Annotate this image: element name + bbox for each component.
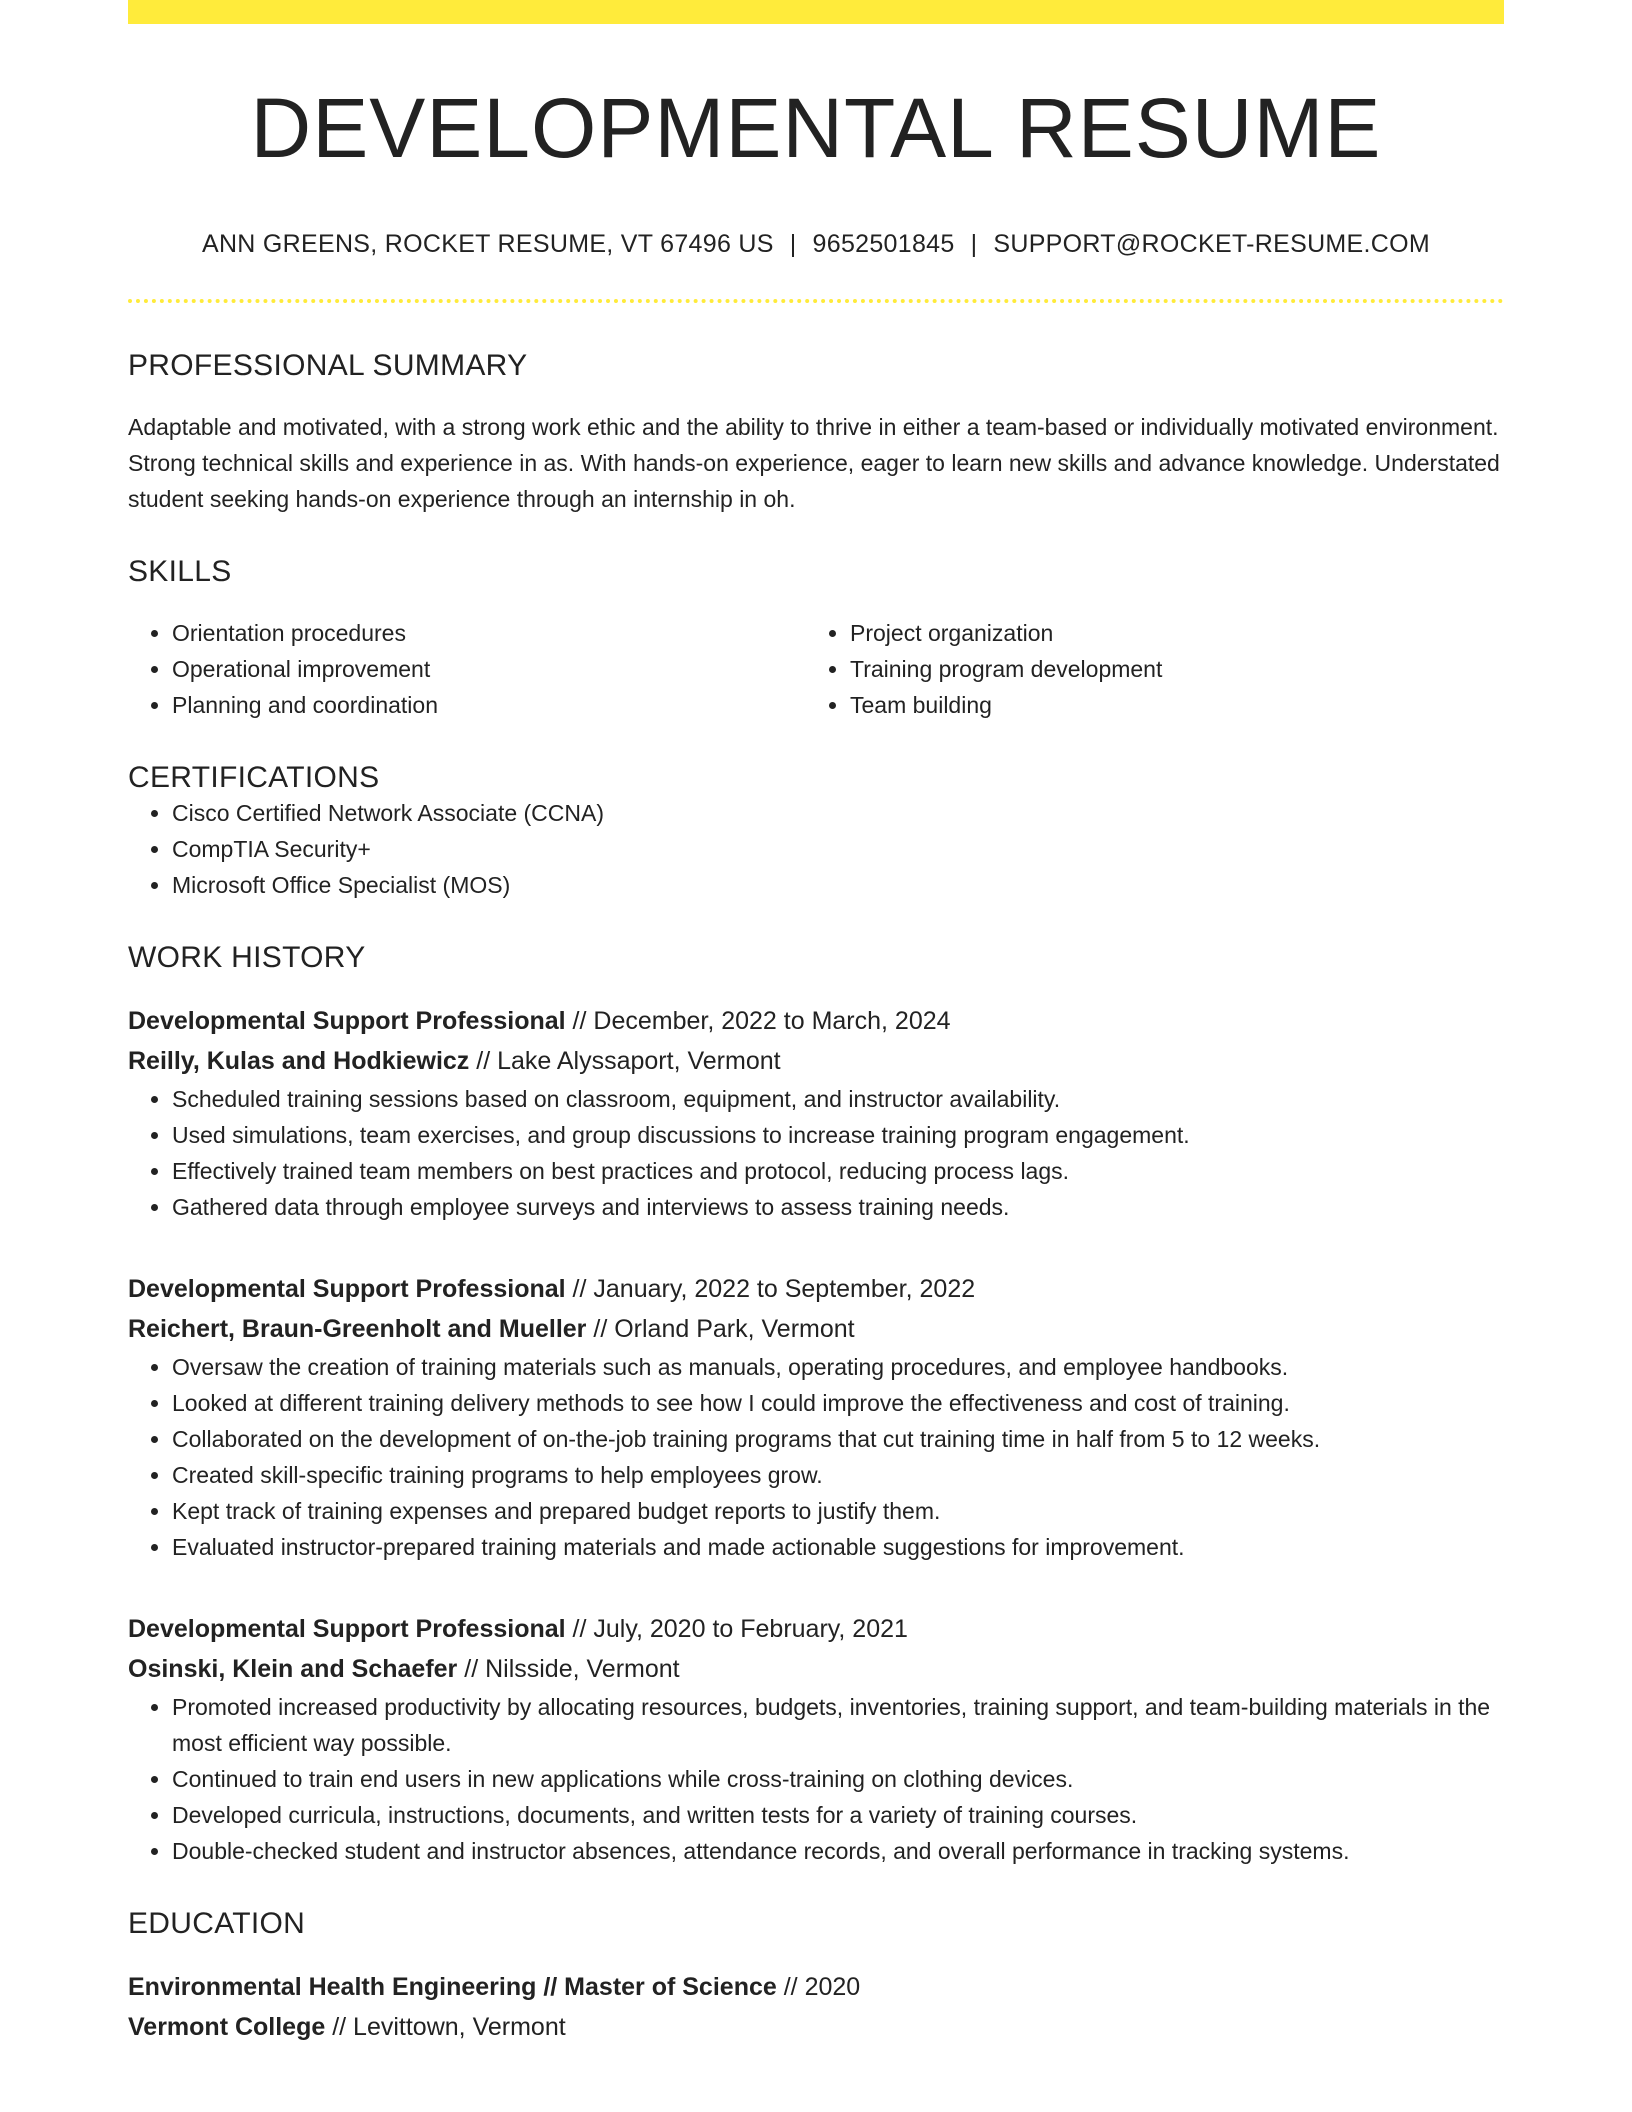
job-title: Developmental Support Professional: [128, 1007, 566, 1036]
certifications-heading: CERTIFICATIONS: [128, 761, 380, 795]
job-bullets: [128, 1081, 1504, 1225]
skill-item: • Team building: [850, 687, 1484, 723]
skills-list-right: [806, 615, 1484, 723]
job-title: Developmental Support Professional: [128, 1275, 566, 1304]
contact-address: ANN GREENS, ROCKET RESUME, VT 67496 US: [201, 230, 774, 259]
skills-column-right: [806, 615, 1484, 723]
skill-item: • Operational improvement: [172, 651, 806, 687]
job-bullet: • Collaborated on the development of on-the-job training programs that cut training time in half from 5 to 12 weeks.: [172, 1421, 1504, 1457]
job-title-line: [128, 1609, 1504, 1649]
job-bullet: • Kept track of training expenses and prepared budget reports to justify them.: [172, 1493, 1504, 1529]
job-dates: // December, 2022 to March, 2024: [572, 1007, 951, 1036]
job-entry: [128, 1269, 1504, 1565]
accent-top-bar: [128, 0, 1504, 24]
education-location: // Levittown, Vermont: [332, 2013, 566, 2042]
contact-email: SUPPORT@ROCKET-RESUME.COM: [993, 230, 1431, 259]
job-dates: // January, 2022 to September, 2022: [572, 1275, 976, 1304]
education-heading: EDUCATION: [128, 1907, 306, 1941]
job-bullet: • Continued to train end users in new applications while cross-training on clothing devices.: [172, 1761, 1504, 1797]
job-title-line: [128, 1001, 1504, 1041]
job-location: // Lake Alyssaport, Vermont: [476, 1047, 781, 1076]
job-bullet: • Oversaw the creation of training materials such as manuals, operating procedures, and employee handbooks.: [172, 1349, 1504, 1385]
job-dates: // July, 2020 to February, 2021: [572, 1615, 908, 1644]
skill-item: • Orientation procedures: [172, 615, 806, 651]
job-bullets: [128, 1349, 1504, 1565]
summary-heading: PROFESSIONAL SUMMARY: [128, 349, 528, 383]
skills-columns: [128, 615, 1504, 723]
education-year: // 2020: [783, 1973, 861, 2002]
job-bullet: • Developed curricula, instructions, documents, and written tests for a variety of training courses.: [172, 1797, 1504, 1833]
job-bullet: • Created skill-specific training programs to help employees grow.: [172, 1457, 1504, 1493]
skill-item: • Training program development: [850, 651, 1484, 687]
job-bullet: • Effectively trained team members on best practices and protocol, reducing process lags.: [172, 1153, 1504, 1189]
skill-item: • Planning and coordination: [172, 687, 806, 723]
job-company-line: [128, 1309, 1504, 1349]
job-company: Reilly, Kulas and Hodkiewicz: [128, 1047, 470, 1076]
contact-separator: |: [789, 230, 797, 259]
certification-item: • CompTIA Security+: [172, 831, 1504, 867]
certifications-list: [128, 795, 1504, 903]
certification-item: • Cisco Certified Network Associate (CCNA): [172, 795, 1504, 831]
summary-text: Adaptable and motivated, with a strong work ethic and the ability to thrive in either a team-based or individually motivated environment. Strong technical skills and experience in as. With hands-on experience, eager to learn new skills and advance knowledge. Understated student seeking hands-on experience through an internship in oh.: [128, 414, 1500, 513]
education-school: Vermont College: [128, 2013, 326, 2042]
skills-column-left: [128, 615, 806, 723]
job-company-line: [128, 1041, 1504, 1081]
job-location: // Nilsside, Vermont: [464, 1655, 680, 1684]
education-entry: [128, 1967, 1504, 2047]
education-school-line: [128, 2007, 1504, 2047]
contact-separator: |: [970, 230, 978, 259]
job-company-line: [128, 1649, 1504, 1689]
contact-phone: 9652501845: [812, 230, 955, 259]
job-bullet: • Promoted increased productivity by allocating resources, budgets, inventories, training support, and team-building materials in the most efficient way possible.: [172, 1689, 1504, 1761]
certification-item: • Microsoft Office Specialist (MOS): [172, 867, 1504, 903]
job-bullet: • Scheduled training sessions based on classroom, equipment, and instructor availability.: [172, 1081, 1504, 1117]
job-entry: [128, 1001, 1504, 1225]
resume-page: [128, 0, 1504, 2047]
job-title-line: [128, 1269, 1504, 1309]
resume-title: DEVELOPMENTAL RESUME: [250, 81, 1382, 175]
job-company: Reichert, Braun-Greenholt and Mueller: [128, 1315, 587, 1344]
education-degree: Environmental Health Engineering // Master of Science: [128, 1973, 777, 2002]
job-title: Developmental Support Professional: [128, 1615, 566, 1644]
job-bullet: • Gathered data through employee surveys and interviews to assess training needs.: [172, 1189, 1504, 1225]
job-location: // Orland Park, Vermont: [593, 1315, 855, 1344]
job-bullets: [128, 1689, 1504, 1869]
skills-list-left: [128, 615, 806, 723]
header-divider: [128, 299, 1504, 303]
job-bullet: • Double-checked student and instructor absences, attendance records, and overall performance in tracking systems.: [172, 1833, 1504, 1869]
education-degree-line: [128, 1967, 1504, 2007]
contact-line: [128, 230, 1504, 259]
job-bullet: • Used simulations, team exercises, and group discussions to increase training program engagement.: [172, 1117, 1504, 1153]
skill-item: • Project organization: [850, 615, 1484, 651]
job-entry: [128, 1609, 1504, 1869]
job-company: Osinski, Klein and Schaefer: [128, 1655, 458, 1684]
skills-heading: SKILLS: [128, 555, 232, 589]
job-bullet: • Evaluated instructor-prepared training materials and made actionable suggestions for improvement.: [172, 1529, 1504, 1565]
work-history-heading: WORK HISTORY: [128, 941, 366, 975]
job-bullet: • Looked at different training delivery methods to see how I could improve the effectiveness and cost of training.: [172, 1385, 1504, 1421]
